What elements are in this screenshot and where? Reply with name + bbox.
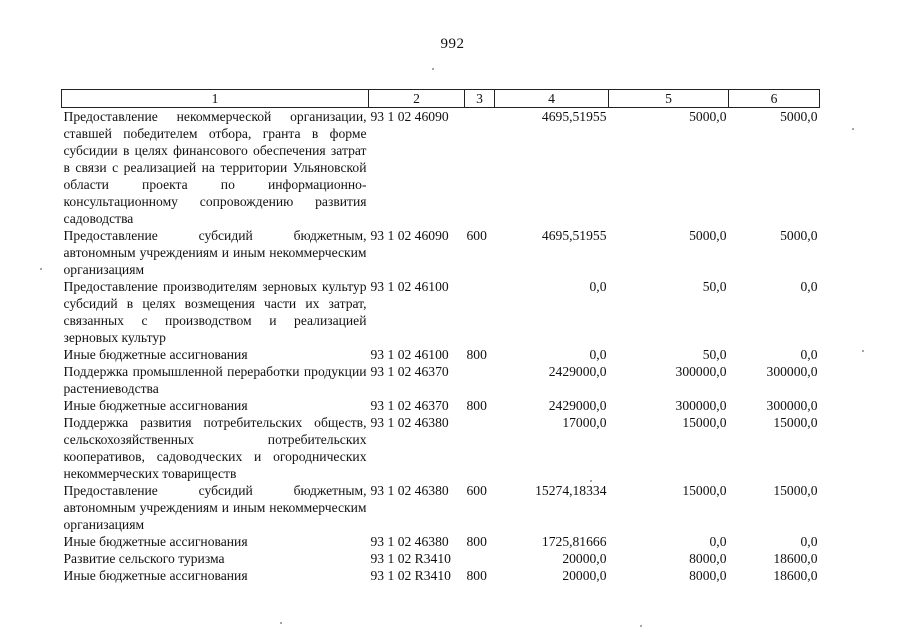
- table-row: [62, 482, 820, 533]
- row-name: Предоставление субсидий бюджетным, автономным учреждениям и иным некоммерческим организациям: [63, 228, 367, 277]
- row-name: Иные бюджетные ассигнования: [63, 398, 248, 413]
- row-value-col4: 0,0: [589, 279, 607, 294]
- scan-speck: [280, 622, 282, 624]
- row-value-col4: 2429000,0: [548, 364, 607, 379]
- row-value-col4: 20000,0: [562, 568, 607, 583]
- row-code: 93 1 02 R3410: [370, 551, 451, 566]
- row-name: Иные бюджетные ассигнования: [63, 568, 248, 583]
- row-code: 93 1 02 R3410: [370, 568, 451, 583]
- row-expense-type: 800: [466, 347, 487, 362]
- row-code: 93 1 02 46090: [370, 228, 449, 243]
- row-expense-type: 600: [466, 483, 487, 498]
- header-row: [62, 90, 820, 108]
- row-value-col4: 15274,18334: [535, 483, 607, 498]
- row-value-col5: 8000,0: [689, 568, 727, 583]
- row-value-col6: 18600,0: [773, 551, 818, 566]
- header-cell: 6: [729, 90, 820, 108]
- scan-speck: [852, 128, 854, 130]
- row-value-col5: 5000,0: [689, 228, 727, 243]
- table-row: [62, 567, 820, 584]
- table-row: [62, 414, 820, 482]
- row-value-col5: 15000,0: [682, 483, 727, 498]
- row-value-col6: 5000,0: [780, 228, 818, 243]
- row-name: Предоставление производителям зерновых культур субсидий в целях возмещения части их затрат, связанных с производством и реализацией зерновых культур: [63, 279, 367, 345]
- row-value-col6: 0,0: [800, 347, 818, 362]
- row-name: Поддержка развития потребительских обществ, сельскохозяйственных потребительских кооперативов, садоводческих и огороднических некоммерческих товариществ: [63, 415, 367, 481]
- row-expense-type: 800: [466, 398, 487, 413]
- row-code: 93 1 02 46100: [370, 347, 449, 362]
- row-value-col6: 18600,0: [773, 568, 818, 583]
- row-code: 93 1 02 46100: [370, 279, 449, 294]
- table-row: [62, 533, 820, 550]
- row-expense-type: [465, 414, 495, 482]
- scan-speck: [862, 350, 864, 352]
- row-expense-type: [465, 550, 495, 567]
- row-expense-type: 800: [466, 568, 487, 583]
- header-cell: 5: [609, 90, 729, 108]
- table-row: [62, 346, 820, 363]
- row-value-col4: 17000,0: [562, 415, 607, 430]
- row-expense-type: [465, 278, 495, 346]
- scan-speck: [590, 480, 592, 482]
- table-row: [62, 397, 820, 414]
- row-value-col4: 1725,81666: [541, 534, 607, 549]
- header-cell: 2: [369, 90, 465, 108]
- row-value-col4: 0,0: [589, 347, 607, 362]
- row-value-col6: 0,0: [800, 279, 818, 294]
- row-value-col6: 300000,0: [766, 398, 818, 413]
- row-name: Развитие сельского туризма: [63, 551, 225, 566]
- row-value-col4: 4695,51955: [541, 109, 607, 124]
- row-code: 93 1 02 46090: [370, 109, 449, 124]
- budget-table: [61, 89, 820, 584]
- row-value-col5: 15000,0: [682, 415, 727, 430]
- row-name: Предоставление субсидий бюджетным, автономным учреждениям и иным некоммерческим организациям: [63, 483, 367, 532]
- row-code: 93 1 02 46380: [370, 534, 449, 549]
- row-value-col6: 5000,0: [780, 109, 818, 124]
- row-value-col4: 20000,0: [562, 551, 607, 566]
- table-row: [62, 550, 820, 567]
- table-row: [62, 227, 820, 278]
- scan-speck: [640, 625, 642, 627]
- header-cell: 4: [495, 90, 609, 108]
- row-value-col5: 8000,0: [689, 551, 727, 566]
- row-value-col5: 50,0: [702, 347, 727, 362]
- row-expense-type: [465, 108, 495, 228]
- row-value-col5: 0,0: [709, 534, 727, 549]
- row-name: Иные бюджетные ассигнования: [63, 534, 248, 549]
- row-value-col4: 4695,51955: [541, 228, 607, 243]
- row-code: 93 1 02 46370: [370, 398, 449, 413]
- row-value-col5: 5000,0: [689, 109, 727, 124]
- row-value-col6: 15000,0: [773, 415, 818, 430]
- header-cell: 1: [62, 90, 369, 108]
- row-value-col5: 300000,0: [675, 364, 727, 379]
- row-value-col5: 50,0: [702, 279, 727, 294]
- row-expense-type: 600: [466, 228, 487, 243]
- table-row: [62, 278, 820, 346]
- row-name: Предоставление некоммерческой организации, ставшей победителем отбора, гранта в форме субсидии в целях финансового обеспечения затрат в связи с реализацией на территории Ульяновской области проекта по информационно-консультационному сопровождению развития садоводства: [63, 109, 367, 226]
- scan-speck: [40, 268, 42, 270]
- row-name: Иные бюджетные ассигнования: [63, 347, 248, 362]
- row-code: 93 1 02 46370: [370, 364, 449, 379]
- table-row: [62, 108, 820, 228]
- row-value-col6: 15000,0: [773, 483, 818, 498]
- row-code: 93 1 02 46380: [370, 415, 449, 430]
- header-cell: 3: [465, 90, 495, 108]
- row-value-col6: 300000,0: [766, 364, 818, 379]
- row-expense-type: [465, 363, 495, 397]
- table-row: [62, 363, 820, 397]
- scan-speck: [432, 68, 434, 70]
- row-value-col6: 0,0: [800, 534, 818, 549]
- row-value-col4: 2429000,0: [548, 398, 607, 413]
- row-name: Поддержка промышленной переработки продукции растениеводства: [63, 364, 367, 396]
- row-expense-type: 800: [466, 534, 487, 549]
- row-value-col5: 300000,0: [675, 398, 727, 413]
- page-number: 992: [440, 36, 465, 52]
- row-code: 93 1 02 46380: [370, 483, 449, 498]
